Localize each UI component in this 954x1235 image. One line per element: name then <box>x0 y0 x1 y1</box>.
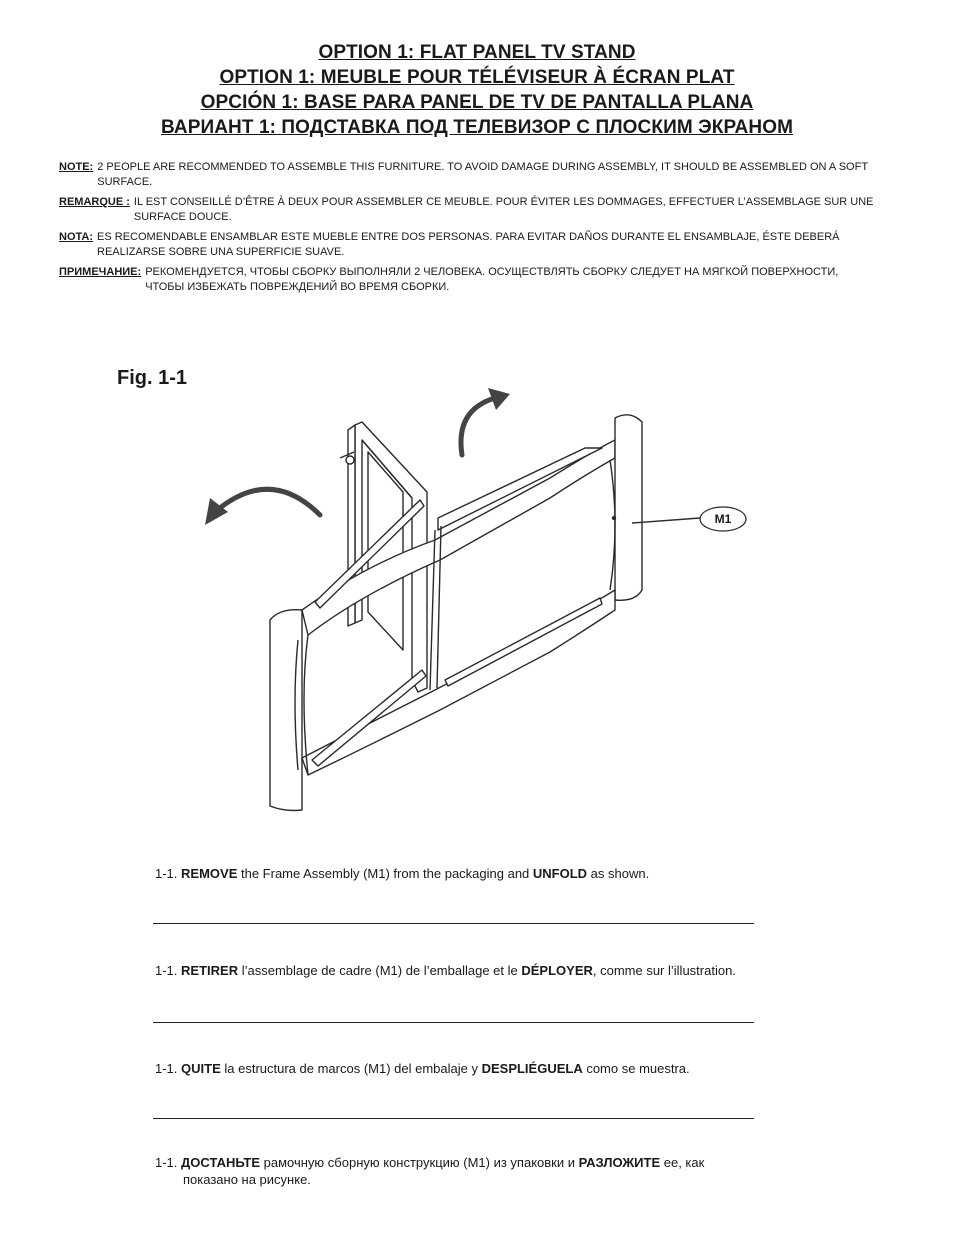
step-text: рамочную сборную конструкцию (M1) из упаковки и <box>260 1155 579 1170</box>
frame-assembly-diagram <box>190 380 770 830</box>
part-callout-label: M1 <box>714 512 732 526</box>
notes-section <box>59 160 879 300</box>
title-block <box>0 40 954 140</box>
note-french <box>59 195 879 225</box>
note-text: IL EST CONSEILLÉ D’ÊTRE À DEUX POUR ASSEMBLER CE MEUBLE. POUR ÉVITER LES DOMMAGES, EFFECTUER L’ASSEMBLAGE SUR UNE SURFACE DOUCE. <box>133 196 874 223</box>
note-label: NOTE: <box>59 161 94 173</box>
step-verb: RETIRER <box>181 963 239 978</box>
note-russian <box>59 265 879 295</box>
divider <box>153 923 754 924</box>
step-text: as shown. <box>587 866 650 881</box>
note-label: NOTA: <box>59 231 94 243</box>
title-english: OPTION 1: FLAT PANEL TV STAND <box>318 42 636 63</box>
title-spanish: OPCIÓN 1: BASE PARA PANEL DE TV DE PANTALLA PLANA <box>200 92 754 113</box>
title-russian: ВАРИАНТ 1: ПОДСТАВКА ПОД ТЕЛЕВИЗОР С ПЛОСКИМ ЭКРАНОМ <box>161 117 793 138</box>
step-verb: DÉPLOYER <box>521 963 593 978</box>
note-text: РЕКОМЕНДУЕТСЯ, ЧТОБЫ СБОРКУ ВЫПОЛНЯЛИ 2 ЧЕЛОВЕКА. ОСУЩЕСТВЛЯТЬ СБОРКУ СЛЕДУЕТ НА МЯГКОЙ ПОВЕРХНОСТИ, ЧТОБЫ ИЗБЕЖАТЬ ПОВРЕЖДЕНИЙ ВО ВРЕМЯ СБОРКИ. <box>145 266 839 293</box>
step-verb: РАЗЛОЖИТЕ <box>578 1155 661 1170</box>
step-verb: UNFOLD <box>532 866 588 881</box>
step-number: 1-1. <box>155 1061 178 1076</box>
step-verb: DESPLIÉGUELA <box>481 1061 583 1076</box>
note-english <box>59 160 879 190</box>
step-verb: QUITE <box>181 1061 221 1076</box>
note-text: ES RECOMENDABLE ENSAMBLAR ESTE MUEBLE ENTRE DOS PERSONAS. PARA EVITAR DAÑOS DURANTE EL ENSAMBLAJE, ÉSTE DEBERÁ REALIZARSE SOBRE UNA SUPERFICIE SUAVE. <box>97 231 840 258</box>
step-french <box>155 962 795 979</box>
divider <box>153 1118 754 1119</box>
rotate-up-arrow <box>461 398 495 455</box>
figure-label: Fig. 1-1 <box>117 367 188 389</box>
step-text: l’assemblage de cadre (M1) de l’emballage et le <box>238 963 522 978</box>
step-text: , comme sur l’illustration. <box>592 963 736 978</box>
note-spanish <box>59 230 879 260</box>
note-label: REMARQUE : <box>59 196 130 208</box>
step-english <box>155 865 795 882</box>
step-russian <box>155 1154 795 1188</box>
step-text: como se muestra. <box>582 1061 690 1076</box>
step-text: la estructura de marcos (M1) del embalaje y <box>220 1061 482 1076</box>
step-number: 1-1. <box>155 1155 178 1170</box>
step-verb: REMOVE <box>181 866 238 881</box>
step-number: 1-1. <box>155 963 178 978</box>
title-french: OPTION 1: MEUBLE POUR TÉLÉVISEUR À ÉCRAN PLAT <box>219 67 735 88</box>
note-text: 2 PEOPLE ARE RECOMMENDED TO ASSEMBLE THIS FURNITURE. TO AVOID DAMAGE DURING ASSEMBLY, IT SHOULD BE ASSEMBLED ON A SOFT SURFACE. <box>97 161 868 188</box>
step-text: the Frame Assembly (M1) from the packaging and <box>237 866 533 881</box>
rotate-left-arrow <box>215 489 320 515</box>
step-text: показано на рисунке. <box>183 1172 311 1187</box>
step-spanish <box>155 1060 795 1077</box>
note-label: ПРИМЕЧАНИЕ: <box>59 266 142 278</box>
step-text: ее, как <box>660 1155 705 1170</box>
divider <box>153 1022 754 1023</box>
step-number: 1-1. <box>155 866 178 881</box>
step-verb: ДОСТАНЬТЕ <box>181 1155 261 1170</box>
